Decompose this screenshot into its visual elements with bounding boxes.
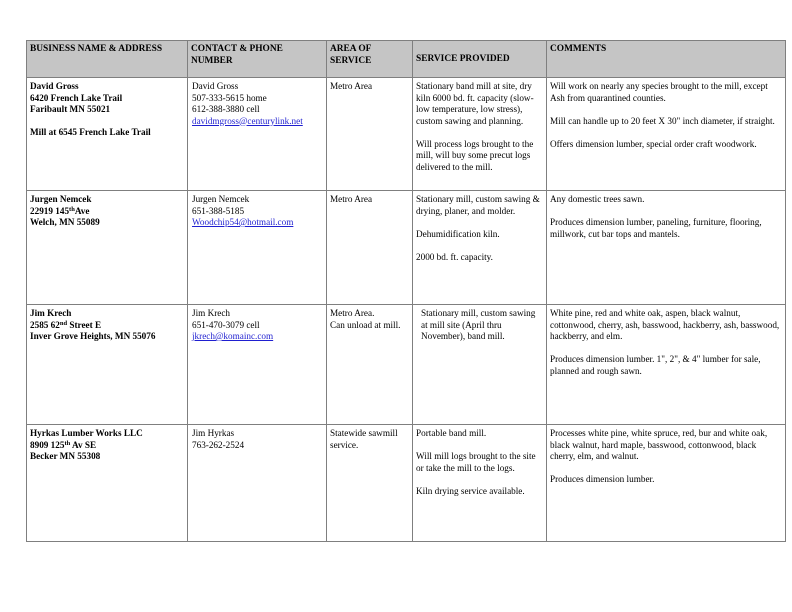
contact-cell [188,191,327,305]
business-name: David Gross [30,81,79,91]
area-text: Statewide sawmill service. [330,428,398,450]
header-area: AREA OF SERVICE [327,41,413,78]
contact-name: David Gross [192,81,239,91]
area-cell [327,191,413,305]
business-address-line: Welch, MN 55089 [30,217,100,227]
business-cell [27,78,188,191]
comment-text: Offers dimension lumber, special order craft woodwork. [550,138,757,149]
comments-cell [547,78,786,191]
service-cell [413,191,547,305]
business-address-line: Mill at 6545 French Lake Trail [30,127,151,137]
service-text: Dehumidification kiln. [416,228,500,239]
comment-text: Will work on nearly any species brought to the mill, except Ash from quarantined counties. [550,81,768,103]
header-service: SERVICE PROVIDED [413,41,547,78]
contact-phone: 612-388-3880 cell [192,104,260,114]
email-link[interactable]: Woodchip54@hotmail.com [192,217,294,227]
service-text: Portable band mill. [416,428,487,438]
contact-cell [188,78,327,191]
comment-text: Produces dimension lumber. 1", 2", & 4" lumber for sale, planned and rough sawn. [550,354,761,376]
comment-text: Any domestic trees sawn. [550,194,645,204]
business-cell [27,191,188,305]
service-cell [413,305,547,425]
contact-name: Jurgen Nemcek [192,194,250,204]
area-cell [327,305,413,425]
service-text: Stationary mill, custom sawing at mill site (April thru November), band mill. [421,308,536,341]
business-address-line: Inver Grove Heights, MN 55076 [30,331,156,341]
area-text: Metro Area. [330,308,375,318]
business-cell [27,425,188,542]
comments-cell [547,305,786,425]
service-cell [413,78,547,191]
business-name: Jim Krech [30,308,72,318]
comment-text: Processes white pine, white spruce, red, bur and white oak, black walnut, hard maple, basswood, cottonwood, black cherry, elm, and walnut. [550,428,768,461]
contact-phone: 651-470-3079 cell [192,319,260,330]
area-text: Can unload at mill. [330,319,401,330]
service-text: Will mill logs brought to the site or take the mill to the logs. [416,451,536,473]
email-link[interactable]: jkrech@komainc.com [192,331,274,341]
sawmill-directory-table [26,40,786,542]
service-text: Stationary mill, custom sawing & drying, planer, and molder. [416,194,540,216]
header-row [27,41,786,78]
area-cell [327,78,413,191]
header-contact: CONTACT & PHONE NUMBER [188,41,327,78]
business-cell [27,305,188,425]
contact-phone: 507-333-5615 home [192,92,267,103]
contact-cell [188,425,327,542]
service-cell [413,425,547,542]
table-row [27,305,786,425]
area-text: Metro Area [330,194,373,204]
comment-text: Produces dimension lumber, paneling, furniture, flooring, millwork, cut bar tops and mantels. [550,217,762,239]
business-name: Hyrkas Lumber Works LLC [30,428,143,438]
contact-name: Jim Hyrkas [192,428,235,438]
business-address-line: Becker MN 55308 [30,451,101,461]
table-row [27,425,786,542]
service-text: Kiln drying service available. [416,485,525,496]
service-text: 2000 bd. ft. capacity. [416,251,493,262]
service-text: Stationary band mill at site, dry kiln 6000 bd. ft. capacity (slow-low temperature, low stress), custom sawing and planning. [416,81,534,126]
business-name: Jurgen Nemcek [30,194,92,204]
comment-text: Mill can handle up to 20 feet X 30" inch diameter, if straight. [550,115,775,126]
comments-cell [547,191,786,305]
header-comments: COMMENTS [547,41,786,78]
header-business: BUSINESS NAME & ADDRESS [27,41,188,78]
contact-cell [188,305,327,425]
area-text: Metro Area [330,81,373,91]
comments-cell [547,425,786,542]
comment-text: Produces dimension lumber. [550,474,655,484]
business-address-line: 6420 French Lake Trail [30,92,123,103]
table-row [27,191,786,305]
contact-name: Jim Krech [192,308,231,318]
business-address-line: 22919 145thAve [30,205,90,216]
contact-phone: 651-388-5185 [192,205,245,216]
business-address-line: 8909 125th Av SE [30,439,97,450]
contact-phone: 763-262-2524 [192,439,245,450]
service-text: Will process logs brought to the mill, will buy some precut logs delivered to the mill. [416,138,534,172]
table-row [27,78,786,191]
area-cell [327,425,413,542]
comment-text: White pine, red and white oak, aspen, black walnut, cottonwood, cherry, ash, basswood, hackberry, ash, basswood, hackberry, and elm. [550,308,780,341]
business-address-line: Faribault MN 55021 [30,104,111,114]
business-address-line: 2585 62nd Street E [30,319,102,330]
email-link[interactable]: davidmgross@centurylink.net [192,115,303,126]
